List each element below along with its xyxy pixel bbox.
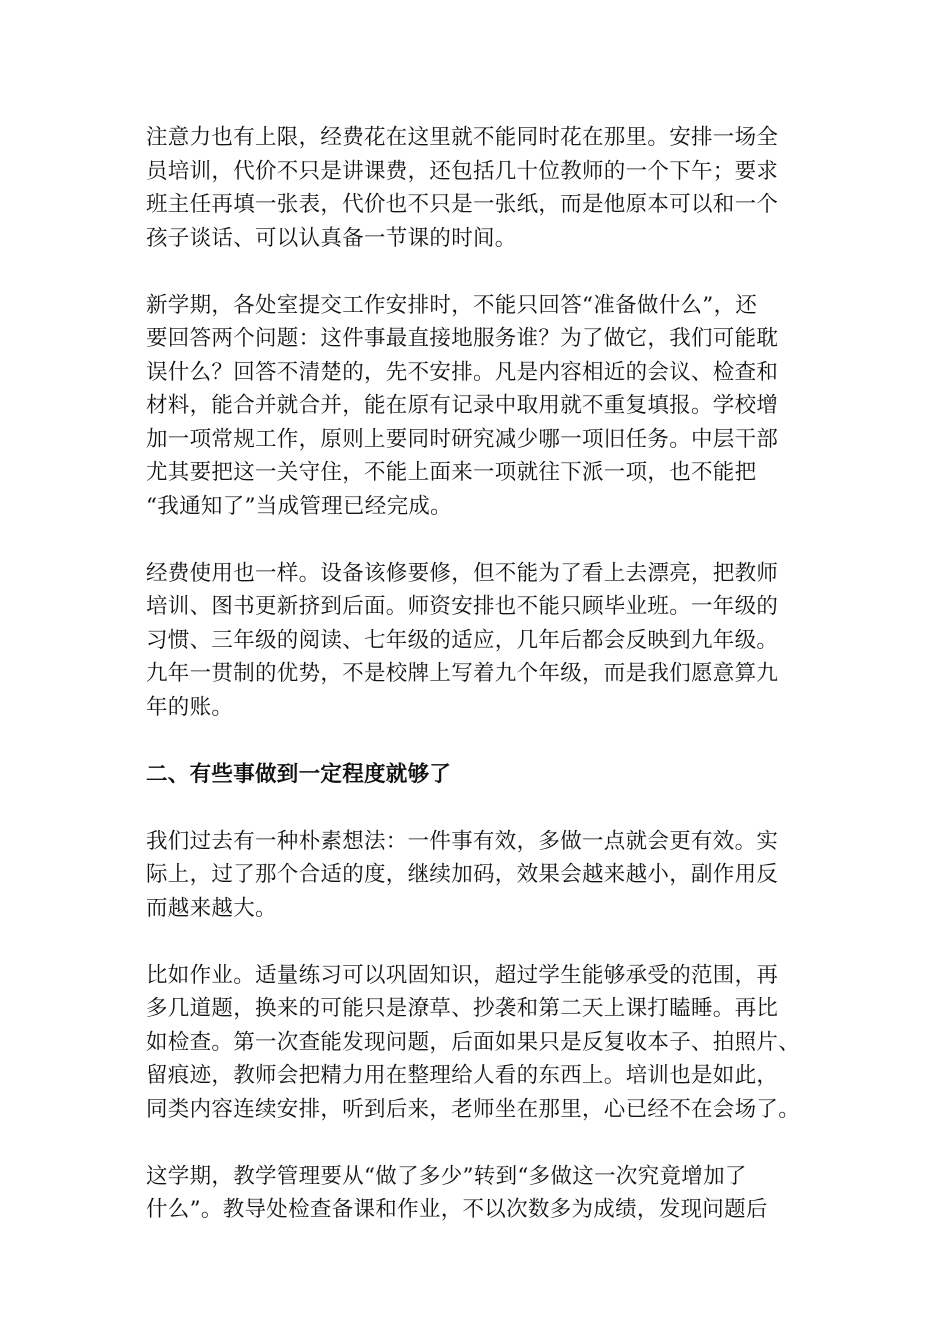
text-line: 经费使用也一样。设备该修要修，但不能为了看上去漂亮，把教师 bbox=[146, 561, 779, 586]
text-line: 留痕迹，教师会把精力用在整理给人看的东西上。培训也是如此， bbox=[146, 1063, 779, 1088]
text-line: 年的账。 bbox=[146, 695, 234, 720]
text-line: 同类内容连续安排，听到后来，老师坐在那里，心已经不在会场了。 bbox=[146, 1097, 801, 1122]
text-line: 材料，能合并就合并，能在原有记录中取用就不重复填报。学校增 bbox=[146, 393, 779, 418]
text-line: 加一项常规工作，原则上要同时研究减少哪一项旧任务。中层干部 bbox=[146, 427, 779, 452]
text-line: 培训、图书更新挤到后面。师资安排也不能只顾毕业班。一年级的 bbox=[146, 594, 779, 619]
text-line: 我们过去有一种朴素想法：一件事有效，多做一点就会更有效。实 bbox=[146, 829, 779, 854]
text-line: 误什么？回答不清楚的，先不安排。凡是内容相近的会议、检查和 bbox=[146, 360, 779, 385]
text-line: 尤其要把这一关守住，不能上面来一项就往下派一项，也不能把 bbox=[146, 460, 757, 485]
text-line: 新学期，各处室提交工作安排时，不能只回答“准备做什么”，还 bbox=[146, 293, 758, 318]
text-line: 要回答两个问题：这件事最直接地服务谁？为了做它，我们可能耽 bbox=[146, 326, 779, 351]
text-line: 孩子谈话、可以认真备一节课的时间。 bbox=[146, 226, 517, 251]
text-line: 际上，过了那个合适的度，继续加码，效果会越来越小，副作用反 bbox=[146, 862, 779, 887]
text-line: 比如作业。适量练习可以巩固知识，超过学生能够承受的范围，再 bbox=[146, 963, 779, 988]
text-line: “我通知了”当成管理已经完成。 bbox=[146, 494, 452, 519]
text-line: 多几道题，换来的可能只是潦草、抄袭和第二天上课打瞌睡。再比 bbox=[146, 996, 779, 1021]
text-line: 员培训，代价不只是讲课费，还包括几十位教师的一个下午；要求 bbox=[146, 159, 779, 184]
text-line: 九年一贯制的优势，不是校牌上写着九个年级，而是我们愿意算九 bbox=[146, 661, 779, 686]
text-line: 班主任再填一张表，代价也不只是一张纸，而是他原本可以和一个 bbox=[146, 192, 779, 217]
text-line: 如检查。第一次查能发现问题，后面如果只是反复收本子、拍照片、 bbox=[146, 1030, 801, 1055]
text-line: 这学期，教学管理要从“做了多少”转到“多做这一次究竟增加了 bbox=[146, 1164, 747, 1189]
section-heading: 二、有些事做到一定程度就够了 bbox=[146, 762, 452, 787]
text-line: 注意力也有上限，经费花在这里就不能同时花在那里。安排一场全 bbox=[146, 125, 779, 150]
text-line: 习惯、三年级的阅读、七年级的适应，几年后都会反映到九年级。 bbox=[146, 628, 779, 653]
text-line: 什么”。教导处检查备课和作业，不以次数多为成绩，发现问题后 bbox=[146, 1197, 768, 1222]
text-line: 而越来越大。 bbox=[146, 896, 277, 921]
